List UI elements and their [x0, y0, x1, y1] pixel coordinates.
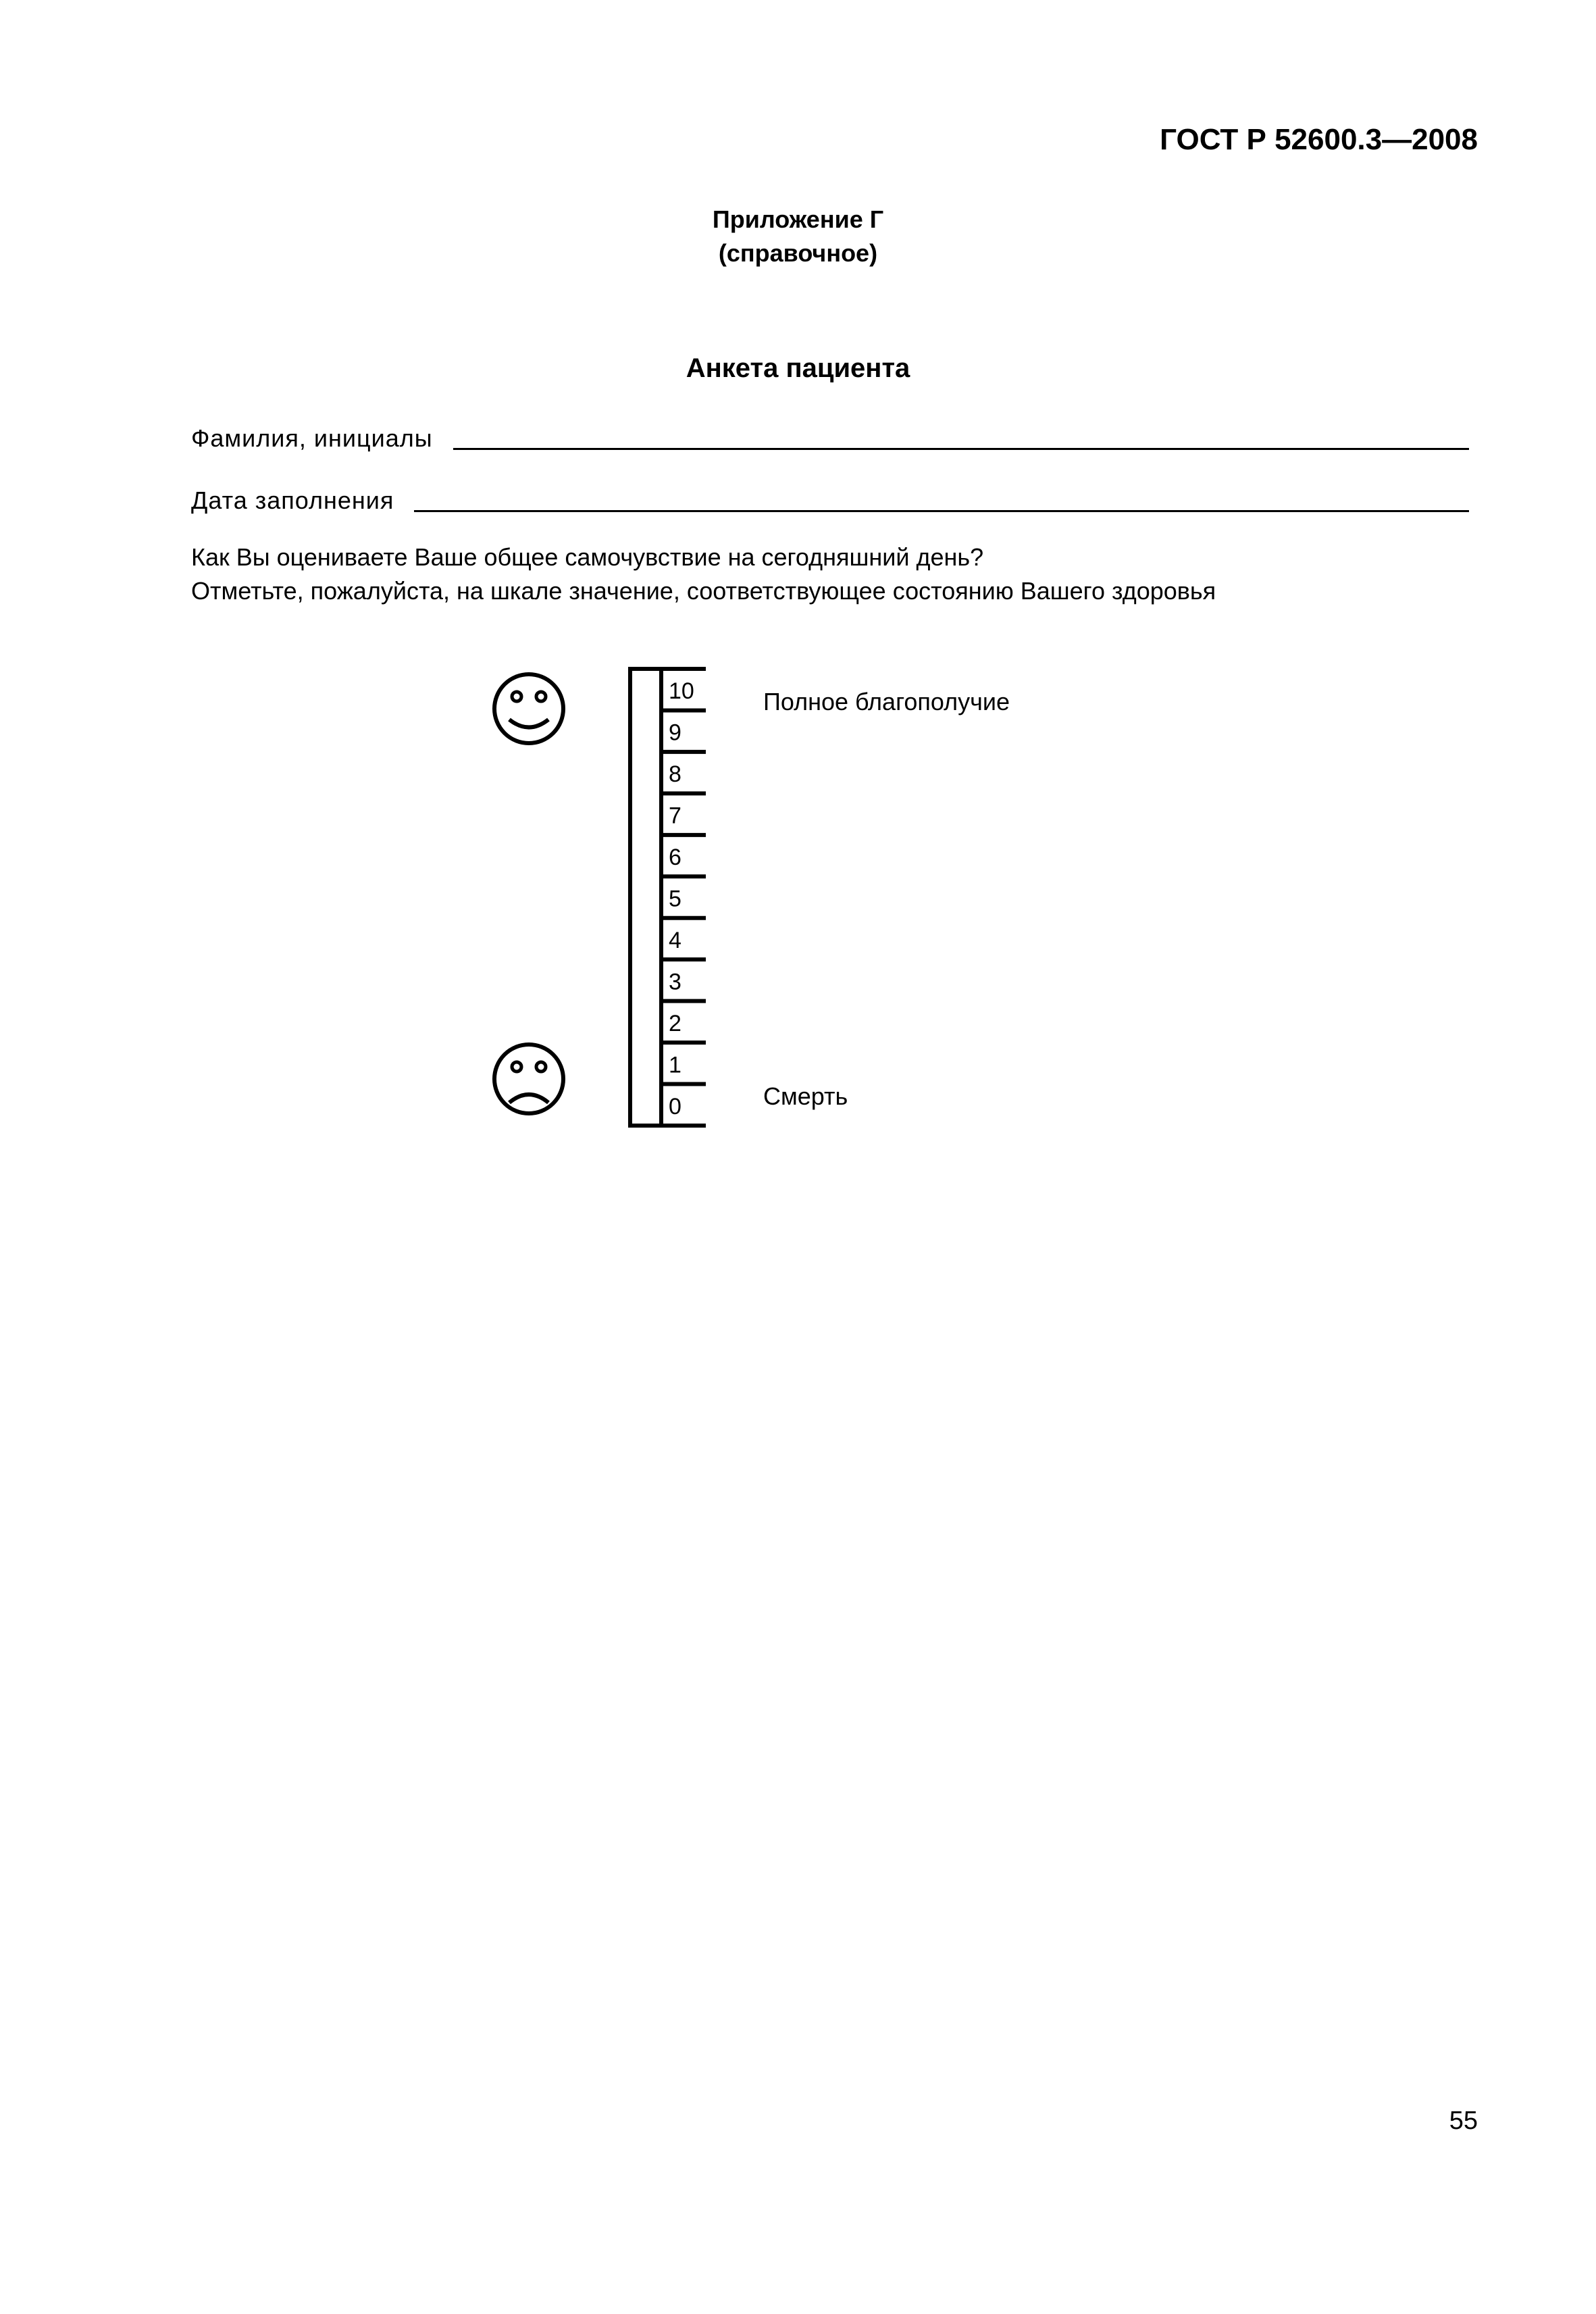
scale-value-5[interactable]: 5: [669, 886, 681, 912]
appendix-title: Приложение Г: [712, 205, 884, 233]
question-text: Как Вы оцениваете Ваше общее самочувствие на сегодняшний день?: [191, 543, 984, 571]
scale-top-label: Полное благополучие: [763, 688, 1010, 715]
scale-value-9[interactable]: 9: [669, 720, 681, 746]
scale-numbers: [669, 678, 694, 1120]
happy-face-icon: [494, 674, 563, 743]
name-field-label: Фамилия, инициалы: [191, 424, 433, 452]
scale-ticks: [661, 669, 706, 1126]
appendix-subtitle: (справочное): [718, 239, 878, 267]
scale-value-10[interactable]: 10: [669, 678, 694, 705]
scale-value-6[interactable]: 6: [669, 845, 681, 871]
scale-value-4[interactable]: 4: [669, 927, 681, 953]
sad-face-icon: [494, 1045, 563, 1113]
scale-value-8[interactable]: 8: [669, 761, 681, 788]
page-number: 55: [1449, 2107, 1478, 2135]
scale-value-0[interactable]: 0: [669, 1093, 681, 1120]
scale-value-2[interactable]: 2: [669, 1010, 681, 1036]
scale-bottom-label: Смерть: [763, 1082, 848, 1110]
scale-value-3[interactable]: 3: [669, 969, 681, 995]
scale-value-1[interactable]: 1: [669, 1052, 681, 1078]
scale-bar: [630, 669, 661, 1126]
document-code: ГОСТ Р 52600.3—2008: [1160, 123, 1478, 156]
date-field-label: Дата заполнения: [191, 486, 394, 514]
instruction-text: Отметьте, пожалуйста, на шкале значение, соответствующее состоянию Вашего здоровья: [191, 577, 1216, 605]
scale-value-7[interactable]: 7: [669, 803, 681, 829]
form-title: Анкета пациента: [686, 353, 910, 383]
